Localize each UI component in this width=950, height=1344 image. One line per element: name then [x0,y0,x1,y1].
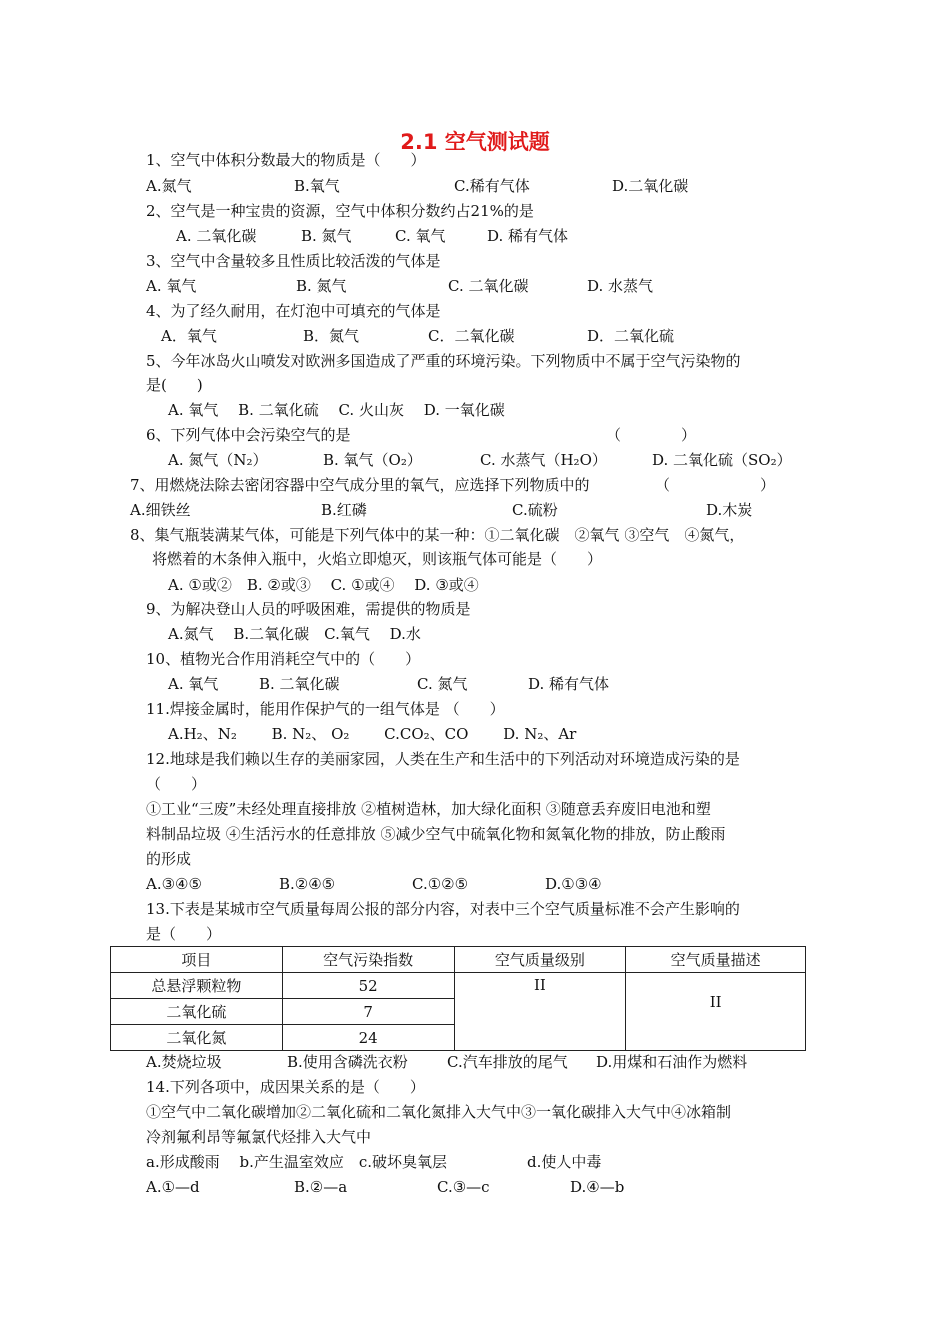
question-8: 8、集气瓶装满某气体，可能是下列气体中的某一种：①二氧化碳 ②氧气 ③空气 ④氮气， [130,526,745,544]
options-9: A.氮气 B.二氧化碳 C.氧气 D.水 [168,625,421,643]
option-1b: B.氧气 [294,177,340,195]
question-12-cont: （ ） [146,775,207,793]
option-14d: D.④—b [570,1178,625,1196]
option-4d: D．二氧化硫 [587,327,675,345]
question-7: 7、用燃烧法除去密闭容器中空气成分里的氧气，应选择下列物质中的 [130,476,590,494]
question-1: 1、空气中体积分数最大的物质是（ ） [146,151,426,169]
table-row [111,973,806,999]
option-6b: B. 氧气（O₂） [323,451,422,469]
option-3b: B. 氮气 [296,277,347,295]
question-12-item-line-2: 料制品垃圾 ④生活污水的任意排放 ⑤减少空气中硫氧化物和氮氧化物的排放，防止酸雨 [146,825,726,843]
option-2c: C. 氧气 [395,227,446,245]
question-13: 13.下表是某城市空气质量每周公报的部分内容，对表中三个空气质量标准不会产生影响的 [146,900,740,918]
option-10b: B. 二氧化碳 [259,675,340,693]
table-cell: 总悬浮颗粒物 [111,973,283,999]
question-6: 6、下列气体中会污染空气的是 [146,426,351,444]
table-cell: 二氧化氮 [111,1025,283,1051]
option-3a: A. 氧气 [146,277,197,295]
option-6c: C. 水蒸气（H₂O） [480,451,607,469]
option-2a: A. 二氧化碳 [176,227,257,245]
table-header: 空气污染指数 [282,947,454,973]
option-10d: D. 稀有气体 [528,675,610,693]
option-4a: A．氧气 [161,327,217,345]
question-12: 12.地球是我们赖以生存的美丽家园，人类在生产和生活中的下列活动对环境造成污染的是 [146,750,740,768]
question-5-cont: 是( ) [146,376,203,394]
question-4: 4、为了经久耐用，在灯泡中可填充的气体是 [146,302,441,320]
question-11: 11.焊接金属时，能用作保护气的一组气体是 （ ） [146,700,505,718]
option-2b: B. 氮气 [301,227,352,245]
page-title: 2.1 空气测试题 [400,130,550,154]
table-header: 空气质量描述 [626,947,806,973]
air-quality-table [110,946,806,1051]
table-header-row [111,947,806,973]
question-13-cont: 是（ ） [146,925,222,943]
answer-blank-6: （ ） [606,426,697,444]
option-14b: B.②—a [294,1178,348,1196]
question-8-cont: 将燃着的木条伸入瓶中，火焰立即熄灭，则该瓶气体可能是（ ） [152,550,603,568]
question-14-effects: a.形成酸雨 b.产生温室效应 c.破坏臭氧层 [146,1153,448,1171]
question-14-items-line-2: 冷剂氟利昂等氟氯代烃排入大气中 [146,1128,372,1146]
option-4c: C．二氧化碳 [428,327,515,345]
options-8: A. ①或② B. ②或③ C. ①或④ D. ③或④ [168,576,479,594]
table-cell: 52 [282,973,454,999]
answer-blank-7: （ ） [655,476,776,494]
option-2d: D. 稀有气体 [487,227,569,245]
option-7a: A.细铁丝 [130,501,191,519]
question-2: 2、空气是一种宝贵的资源，空气中体积分数约占21%的是 [146,202,534,220]
option-10c: C. 氮气 [417,675,468,693]
question-5: 5、今年冰岛火山喷发对欧洲多国造成了严重的环境污染。下列物质中不属于空气污染物的 [146,352,741,370]
table-cell: 二氧化硫 [111,999,283,1025]
option-10a: A. 氧气 [168,675,219,693]
question-3: 3、空气中含量较多且性质比较活泼的气体是 [146,252,441,270]
option-13a: A.焚烧垃圾 [146,1053,222,1071]
option-6a: A. 氮气（N₂） [168,451,268,469]
options-11: A.H₂、N₂ B. N₂、 O₂ C.CO₂、CO D. N₂、Ar [168,725,577,743]
question-12-item-line-3: 的形成 [146,850,192,868]
option-12a: A.③④⑤ [146,875,202,893]
option-12d: D.①③④ [545,875,602,893]
question-14-items-line-1: ①空气中二氧化碳增加②二氧化硫和二氧化氮排入大气中③一氧化碳排入大气中④冰箱制 [146,1103,732,1121]
question-14: 14.下列各项中，成因果关系的是（ ） [146,1078,425,1096]
question-9: 9、为解决登山人员的呼吸困难，需提供的物质是 [146,600,471,618]
table-header: 空气质量级别 [454,947,626,973]
option-13b: B.使用含磷洗衣粉 [287,1053,408,1071]
option-1c: C.稀有气体 [454,177,530,195]
option-13c: C.汽车排放的尾气 [447,1053,568,1071]
option-4b: B．氮气 [303,327,360,345]
option-14c: C.③—c [437,1178,490,1196]
option-3c: C. 二氧化碳 [448,277,529,295]
question-10: 10、植物光合作用消耗空气中的（ ） [146,650,421,668]
table-header: 项目 [111,947,283,973]
option-13d: D.用煤和石油作为燃料 [596,1053,748,1071]
option-7c: C.硫粉 [512,501,558,519]
option-12b: B.②④⑤ [279,875,336,893]
option-12c: C.①②⑤ [412,875,469,893]
option-7d: D.木炭 [706,501,753,519]
option-7b: B.红磷 [321,501,367,519]
quality-level-cell: II [454,973,626,1051]
option-6d: D. 二氧化硫（SO₂） [652,451,792,469]
option-3d: D. 水蒸气 [587,277,654,295]
question-12-item-line-1: ①工业“三废”未经处理直接排放 ②植树造林，加大绿化面积 ③随意丢弃废旧电池和塑 [146,800,711,818]
question-14-effect-d: d.使人中毒 [527,1153,602,1171]
quality-description-cell: II [626,973,806,1051]
option-1d: D.二氧化碳 [612,177,689,195]
options-5: A. 氧气 B. 二氧化硫 C. 火山灰 D. 一氧化碳 [168,401,505,419]
option-1a: A.氮气 [146,177,192,195]
table-cell: 24 [282,1025,454,1051]
table-cell: 7 [282,999,454,1025]
option-14a: A.①—d [146,1178,200,1196]
